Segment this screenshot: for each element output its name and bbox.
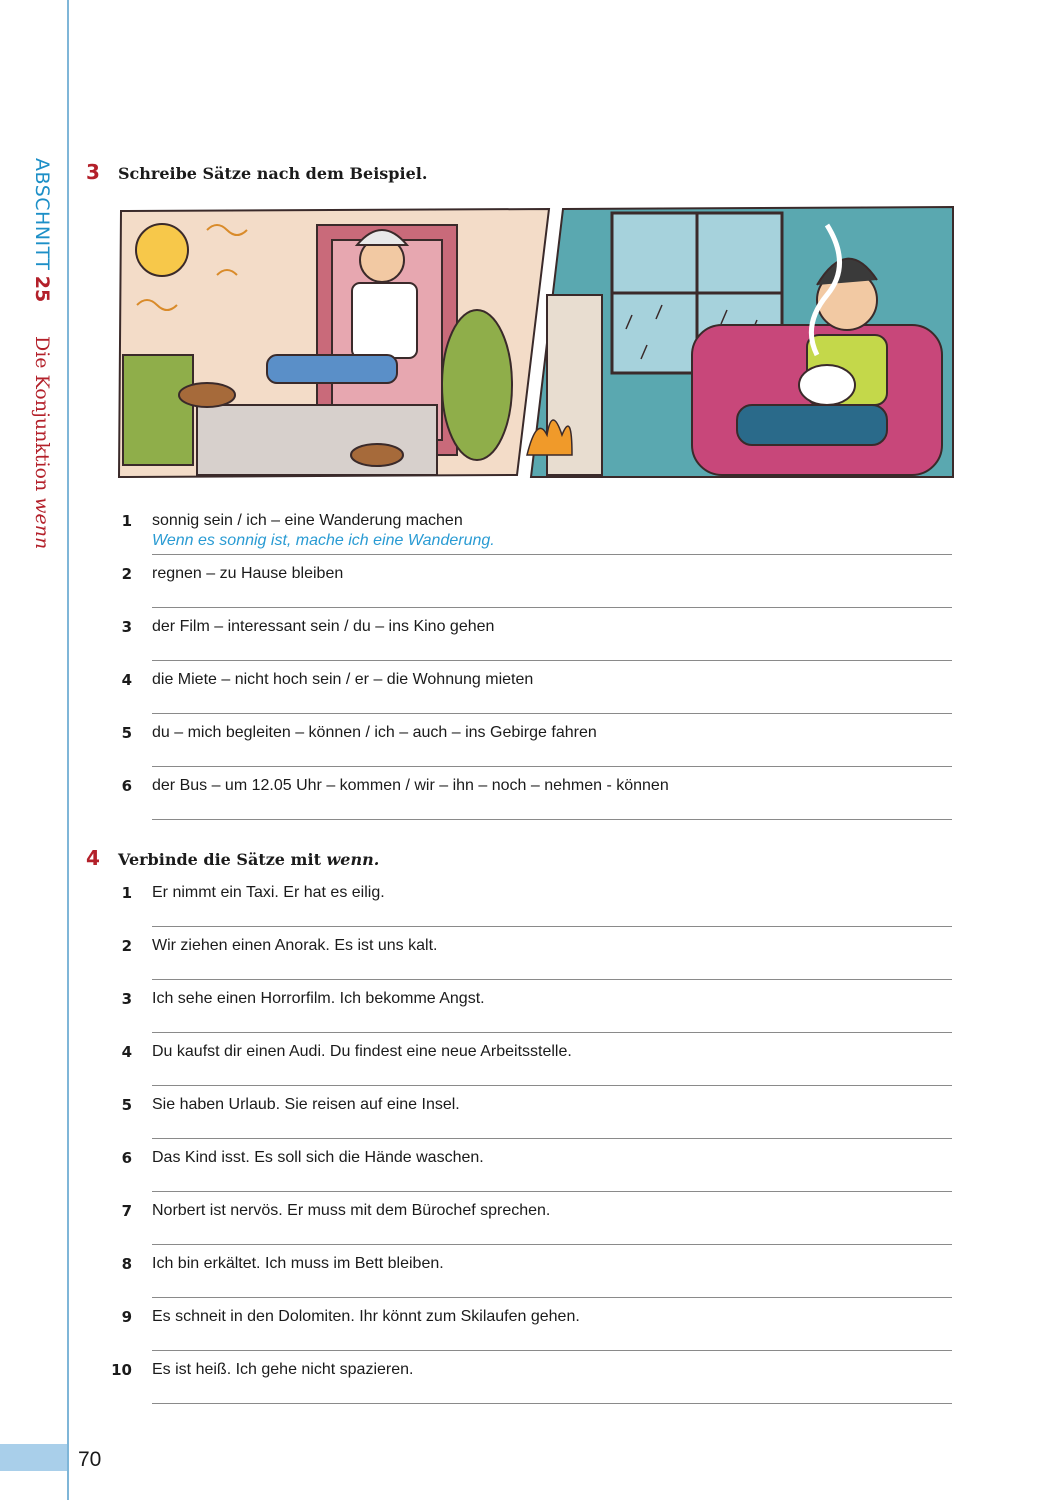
answer-line[interactable] [152, 1138, 952, 1139]
answer-line[interactable] [152, 660, 952, 661]
sample-answer: Wenn es sonnig ist, mache ich eine Wanderung. [152, 532, 495, 549]
exercise-4-item [118, 884, 956, 936]
answer-line[interactable] [152, 1085, 952, 1086]
item-prompt: Es ist heiß. Ich gehe nicht spazieren. [152, 1361, 414, 1378]
item-number: 7 [121, 1202, 132, 1220]
page-number: 70 [78, 1448, 102, 1471]
exercise-4-item [111, 1361, 956, 1413]
answer-line[interactable] [152, 1403, 952, 1404]
answer-line[interactable] [152, 819, 952, 820]
exercise-4-item [118, 1202, 956, 1254]
item-number: 6 [121, 777, 132, 795]
item-prompt: Ich sehe einen Horrorfilm. Ich bekomme Angst. [152, 990, 485, 1007]
answer-line[interactable] [152, 1191, 952, 1192]
exercise-4-item [118, 1308, 956, 1360]
item-prompt: Ich bin erkältet. Ich muss im Bett bleiben. [152, 1255, 444, 1272]
exercise-4-instruction-keyword: wenn. [326, 850, 380, 869]
section-topic-keyword: wenn [31, 496, 53, 549]
answer-line[interactable] [152, 1350, 952, 1351]
answer-line[interactable] [152, 554, 952, 555]
item-prompt: Er nimmt ein Taxi. Er hat es eilig. [152, 884, 385, 901]
cup-icon [799, 365, 855, 405]
exercise-4-instruction-prefix: Verbinde die Sätze mit [118, 850, 321, 869]
exercise-4-item [118, 937, 956, 989]
item-prompt: regnen – zu Hause bleiben [152, 565, 344, 582]
answer-line[interactable] [152, 713, 952, 714]
item-number: 5 [121, 1096, 132, 1114]
item-prompt: die Miete – nicht hoch sein / er – die Wohnung mieten [152, 671, 534, 688]
item-prompt: der Bus – um 12.05 Uhr – kommen / wir – ihn – noch – nehmen - können [152, 777, 669, 794]
answer-line[interactable] [152, 926, 952, 927]
exercise-illustration [117, 205, 955, 480]
item-number: 6 [121, 1149, 132, 1167]
item-prompt: sonnig sein / ich – eine Wanderung machen [152, 512, 463, 529]
answer-line[interactable] [152, 607, 952, 608]
exercise-3-item [118, 512, 956, 564]
item-number: 9 [121, 1308, 132, 1326]
answer-line[interactable] [152, 1032, 952, 1033]
item-number: 5 [121, 724, 132, 742]
exercise-4-item [118, 1096, 956, 1148]
exercise-4-item [118, 1149, 956, 1201]
item-number: 4 [121, 671, 132, 689]
item-number: 1 [121, 512, 132, 530]
exercise-3-item [118, 724, 956, 776]
item-prompt: Wir ziehen einen Anorak. Es ist uns kalt. [152, 937, 438, 954]
section-number: 25 [31, 275, 53, 303]
item-number: 1 [121, 884, 132, 902]
exercise-4-item [118, 1043, 956, 1095]
section-topic-prefix: Die Konjunktion [31, 335, 53, 491]
exercise-3-item [118, 565, 956, 617]
item-number: 2 [121, 565, 132, 583]
answer-line[interactable] [152, 979, 952, 980]
exercise-3-number: 3 [86, 160, 100, 184]
page-number-tab [0, 1444, 67, 1471]
section-sidebar-title [32, 158, 52, 549]
answer-line[interactable] [152, 1244, 952, 1245]
item-prompt: Norbert ist nervös. Er muss mit dem Bürochef sprechen. [152, 1202, 551, 1219]
item-number: 10 [111, 1361, 132, 1379]
exercise-3-item [118, 618, 956, 670]
exercise-4-item [118, 1255, 956, 1307]
item-prompt: Es schneit in den Dolomiten. Ihr könnt zum Skilaufen gehen. [152, 1308, 580, 1325]
item-number: 3 [121, 990, 132, 1008]
item-prompt: Sie haben Urlaub. Sie reisen auf eine Insel. [152, 1096, 460, 1113]
exercise-3-instruction: Schreibe Sätze nach dem Beispiel. [118, 164, 428, 183]
item-number: 8 [121, 1255, 132, 1273]
page-margin-line [67, 0, 69, 1500]
exercise-4-item [118, 990, 956, 1042]
item-prompt: Das Kind isst. Es soll sich die Hände waschen. [152, 1149, 484, 1166]
exercise-4-number: 4 [86, 846, 100, 870]
exercise-3-item [118, 671, 956, 723]
item-prompt: Du kaufst dir einen Audi. Du findest eine neue Arbeitsstelle. [152, 1043, 572, 1060]
exercise-3-item [118, 777, 956, 829]
item-prompt: du – mich begleiten – können / ich – auch – ins Gebirge fahren [152, 724, 597, 741]
sun-icon [136, 224, 188, 276]
section-topic [32, 336, 51, 549]
section-label: ABSCHNITT [31, 158, 53, 271]
answer-line[interactable] [152, 1297, 952, 1298]
item-prompt: der Film – interessant sein / du – ins Kino gehen [152, 618, 495, 635]
item-number: 4 [121, 1043, 132, 1061]
item-number: 3 [121, 618, 132, 636]
item-number: 2 [121, 937, 132, 955]
answer-line[interactable] [152, 766, 952, 767]
exercise-4-instruction [118, 850, 379, 869]
